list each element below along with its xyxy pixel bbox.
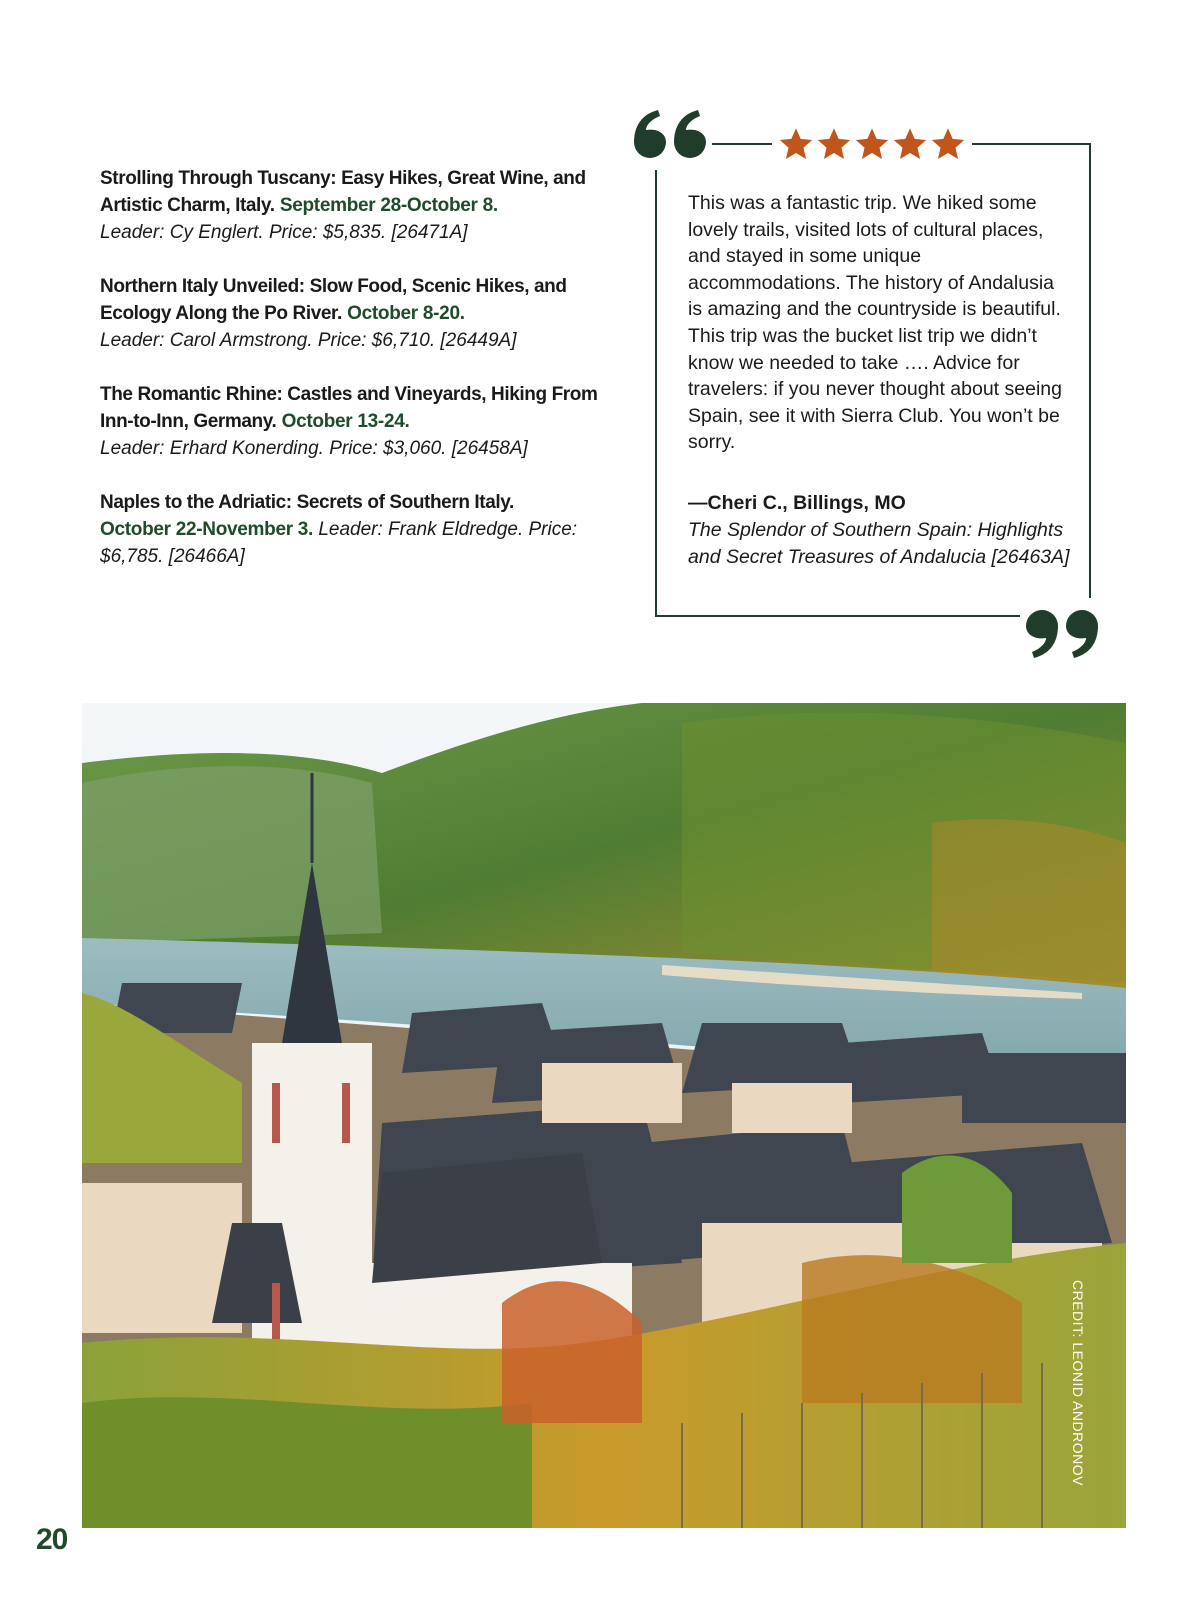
trip-title: The Romantic Rhine: Castles and Vineyards, Hiking From Inn-to-Inn, Germany. (100, 384, 598, 432)
testimonial-trip: The Splendor of Southern Spain: Highlights and Secret Treasures of Andalucia [26463A] (688, 519, 1070, 568)
trip-entry (100, 273, 600, 354)
open-quote-icon (632, 108, 712, 170)
star-icon (892, 126, 928, 162)
trip-dates: October 22-November 3. (100, 519, 314, 540)
trip-entry (100, 165, 600, 246)
rating-stars (772, 126, 972, 166)
photo-credit (1068, 1280, 1088, 1510)
trip-title: Strolling Through Tuscany: Easy Hikes, Great Wine, and Artistic Charm, Italy. (100, 168, 586, 216)
trip-title: Northern Italy Unveiled: Slow Food, Scenic Hikes, and Ecology Along the Po River. (100, 276, 567, 324)
trip-entry (100, 489, 600, 570)
star-icon (854, 126, 890, 162)
photo-credit-text: CREDIT: LEONID ANDRONOV (1070, 1280, 1086, 1486)
trip-details: Leader: Erhard Konerding. Price: $3,060. [26458A] (100, 438, 528, 459)
close-quote-icon (1020, 598, 1100, 660)
testimonial-author: —Cheri C., Billings, MO (688, 492, 906, 514)
trip-dates: October 13-24. (281, 411, 410, 432)
trip-title: Naples to the Adriatic: Secrets of Southern Italy. (100, 492, 514, 513)
trip-dates: October 8-20. (347, 303, 465, 324)
testimonial-attribution (688, 490, 1073, 571)
trip-dates: September 28-October 8. (279, 195, 498, 216)
trip-details: Leader: Cy Englert. Price: $5,835. [26471A] (100, 222, 468, 243)
trip-details: Leader: Frank Eldredge. Price: $6,785. [26466A] (100, 519, 578, 567)
rhine-village-photo (82, 703, 1126, 1528)
star-icon (778, 126, 814, 162)
star-icon (930, 126, 966, 162)
testimonial-quote: This was a fantastic trip. We hiked some lovely trails, visited lots of cultural places, and stayed in some unique accommodations. The history of Andalusia is amazing and the countryside is beautiful. This trip was the bucket list trip we didn’t know we needed to take …. Advice for travelers: if you never thought about seeing Spain, see it with Sierra Club. You won’t be sorry. (688, 192, 1062, 454)
page-number: 20 (36, 1523, 68, 1556)
star-icon (816, 126, 852, 162)
trip-list (100, 165, 600, 597)
trip-entry (100, 381, 600, 462)
trip-details: Leader: Carol Armstrong. Price: $6,710. [26449A] (100, 330, 517, 351)
